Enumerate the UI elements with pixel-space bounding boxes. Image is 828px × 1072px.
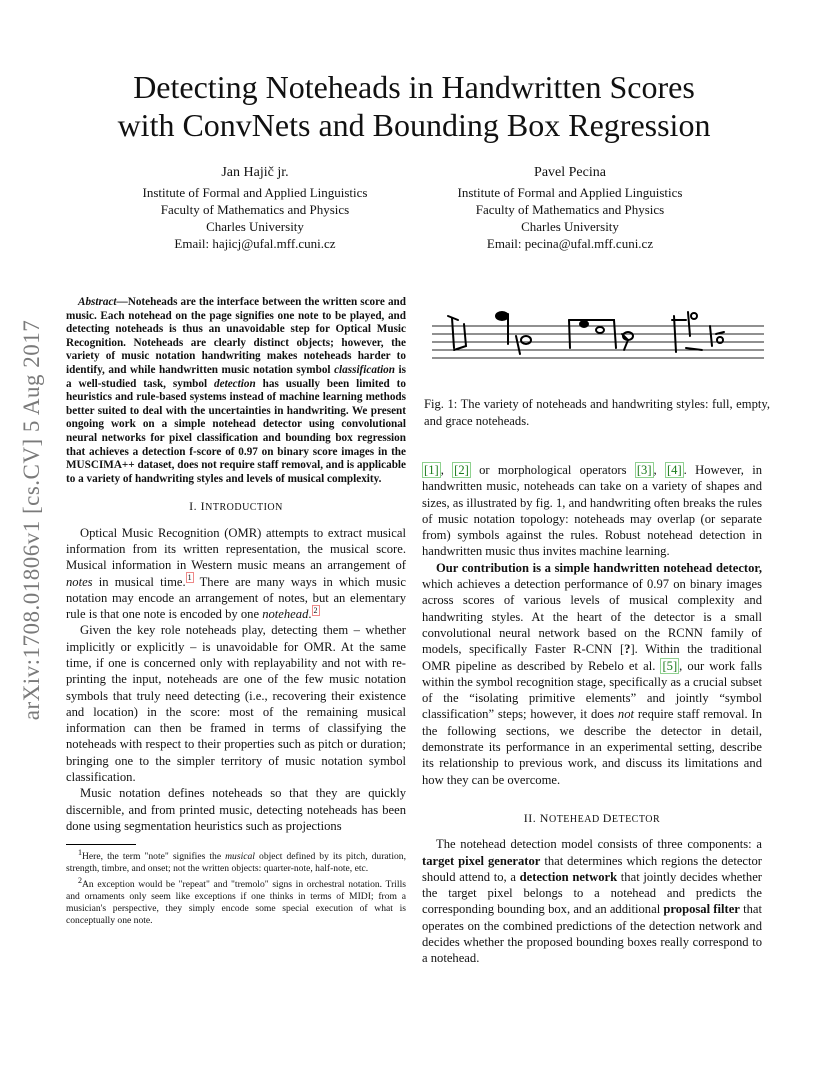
citation-link[interactable]: [1] — [424, 463, 439, 477]
author-block-1 — [95, 164, 415, 252]
section-heading-notehead-detector: II. NOTEHEAD DETECTOR — [523, 810, 661, 825]
body-paragraph: The notehead detection model consists of three components: a target pixel generator that determines which regions the detector should attend to, a detection network that jointly decides whether the target pixel belongs to a notehead and predicts the corresponding bounding box, and an additional proposal filter that operates on the combined predictions of the detection network and decides whether the proposed bounding boxes really correspond to a notehead. — [422, 837, 762, 966]
body-paragraph: [1] , [2] or morphological operators [3] , [4] . However, in handwritten music, noteheads can take on a variety of shapes and sizes, as illustrated by fig. 1, and handwriting often breaks the rules of music notation topology: noteheads may overlap (or separate from) symbols against the rules. Robust notehead detection in handwritten music thus invites machine learning. — [422, 463, 763, 559]
author-email: Email: hajicj@ufal.mff.cuni.cz — [174, 236, 336, 251]
handwritten-notes — [448, 312, 724, 354]
intro-paragraph: Given the key role noteheads play, detecting them – whether implicitly or explicitly – is unavoidable for OMR. At the same time, if one is concerned only with replayability and not with re-printing the input, noteheads are one of the few music notation symbols that truly need detecting (i.e., recovering their existence and location) in the score: most of the remaining musical information can then be framed in terms of classifying the noteheads with respect to their properties such as pitch or duration; bringing one to the simpler territory of music notation symbol classification. — [66, 623, 406, 785]
music-staff-image — [424, 296, 770, 380]
abstract: Abstract—Noteheads are the interface between the written score and music. Each notehead on the page signifies one note to be played, and detecting noteheads is thus an unavoidable step for Optical Music Recognition. Noteheads are clearly distinct objects; however, the variety of music notation handwriting makes noteheads harder to identify, and while handwritten music notation symbol classification is a well-studied task, symbol detection has usually been limited to heuristics and rule-based systems instead of machine learning methods better suited to deal with the uncertainties in handwriting. We present ongoing work on a simple notehead detector using convolutional neural networks for pixel classification and bounding box regression that achieves a detection f-score of 0.97 on binary score images in the MUSCIMA++ dataset, does not require staff removal, and is applicable to a variety of handwriting styles and levels of musical complexity. — [66, 296, 406, 485]
author-block-2 — [410, 164, 730, 252]
footnote: $^1$Here, the term "note" signifies the musical object defined by its pitch, duration, strength, timbre, and onset; not the written objects: quarter-note, half-note, etc. — [66, 848, 406, 875]
author-name: Jan Hajič jr. — [221, 165, 289, 180]
section-heading-introduction: I. INTRODUCTION — [189, 499, 283, 514]
citation-link[interactable]: [2] — [454, 463, 469, 477]
figure-caption: Fig. 1: The variety of noteheads and handwriting styles: full, empty, and grace noteheads. — [424, 397, 770, 428]
arxiv-stamp-text: arXiv:1708.01806v1 [cs.CV] 5 Aug 2017 — [19, 319, 44, 721]
contribution-paragraph: Our contribution is a simple handwritten notehead detector, which achieves a detection performance of 0.97 on binary images across scores of various levels of musical complexity and handwriting styles. At the heart of the detector is a small convolutional neural network based on the RCNN family of models, specifically Faster R-CNN [?]. Within the traditional OMR pipeline as described by Rebelo et al. [5] , our work falls within the symbol recognition stage, specifically as a crucial subset of the “isolating primitive elements” and jointly “symbol classification” steps; however, it does not require staff removal. In the following sections, we describe the detector in detail, demonstrate its performance in an experimental setting, describe its relationship to previous work, and discuss its limitations and how they can be overcome. — [422, 560, 762, 787]
abstract-text: Noteheads are the interface between the written score and music. Each notehead on the page signifies one note to be played, and detecting noteheads is thus an unavoidable step for Optical Music Recognition. Noteheads are clearly distinct objects; however, the variety of music notation handwriting makes noteheads harder to identify, and while handwritten music notation symbol — [66, 296, 406, 376]
footnote: $^2$An exception would be "repeat" and "tremolo" signs in orchestral notation. Trills and ornaments only seem like exceptions if one thinks in terms of MIDI; from a musician's perspective, they simply encode some special execution of what is conceptually one note. — [66, 875, 406, 927]
citation-link[interactable]: [4] — [666, 463, 682, 477]
right-column — [422, 462, 762, 967]
author-affiliation: Institute of Formal and Applied Linguistics — [457, 185, 683, 200]
footnote-ref[interactable]: 2 — [313, 605, 318, 615]
footnote-ref[interactable]: 1 — [187, 573, 192, 583]
title-line-2: with ConvNets and Bounding Box Regression — [117, 107, 711, 143]
paper-title — [0, 68, 828, 144]
intro-paragraph: Optical Music Recognition (OMR) attempts to extract musical information from its written representation, the musical score. Musical information in Western music means an arrangement of notes in musical time. $^1$ There are many ways in which music notation may encode an arrangement of notes, but an elementary rule is that one note is encoded by one notehead. $^2$ — [66, 525, 406, 622]
left-column — [66, 296, 406, 930]
staff-lines — [432, 326, 764, 358]
abstract-label: Abstract — [78, 296, 117, 308]
author-affiliation: Faculty of Mathematics and Physics — [475, 202, 665, 217]
arxiv-stamp — [18, 290, 46, 750]
author-name: Pavel Pecina — [534, 165, 606, 180]
citation-link[interactable]: [3] — [636, 463, 652, 477]
title-line-1: Detecting Noteheads in Handwritten Scores — [133, 69, 695, 105]
author-affiliation: Institute of Formal and Applied Linguistics — [142, 185, 368, 200]
citation-link[interactable]: [5] — [662, 658, 678, 673]
footnote-rule — [66, 844, 136, 845]
author-affiliation: Charles University — [521, 219, 619, 234]
author-email: Email: pecina@ufal.mff.cuni.cz — [486, 236, 654, 251]
intro-paragraph: Music notation defines noteheads so that they are quickly discernible, and from printed music, detecting noteheads has been done using segmentation heuristics such as projections — [66, 786, 406, 833]
author-affiliation: Faculty of Mathematics and Physics — [160, 202, 350, 217]
author-affiliation: Charles University — [206, 219, 304, 234]
figure-1-handwritten-noteheads — [424, 296, 770, 380]
